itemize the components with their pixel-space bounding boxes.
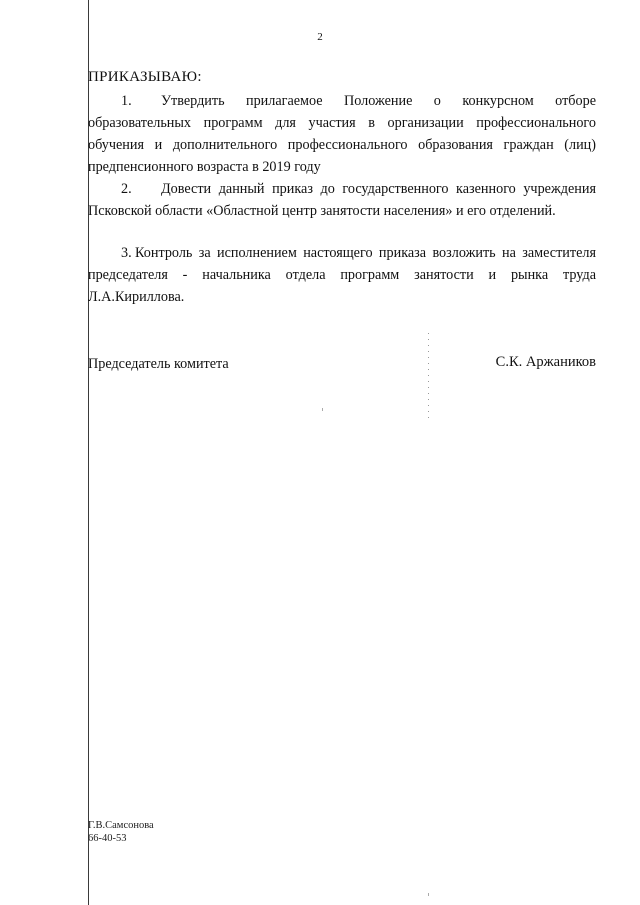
scan-artifact-dots <box>428 333 429 423</box>
order-item-1 <box>88 90 596 178</box>
signatory-position: Председатель комитета <box>88 356 229 372</box>
signatory-name: С.К. Аржаников <box>495 354 596 370</box>
order-item-number: 1. <box>121 93 132 109</box>
order-item-text: Контроль за исполнением настоящего приказа возложить на заместителя председателя - начальника отдела программ занятости и рынка труда Л.А.Кириллова. <box>88 245 596 305</box>
order-item-2 <box>88 178 596 222</box>
executor-phone: 66-40-53 <box>88 833 127 844</box>
order-item-number: 3. <box>121 245 132 261</box>
order-item-number: 2. <box>121 181 132 197</box>
scan-artifact-dot <box>322 408 323 411</box>
order-item-3 <box>88 242 596 308</box>
order-item-text: Утвердить прилагаемое Положение о конкурсном отборе образовательных программ для участия в организации профессионального обучения и дополнительного профессионального образования граждан (лиц) предпенсионного возраста в 2019 году <box>88 93 596 175</box>
executor-name: Г.В.Самсонова <box>88 820 154 831</box>
order-item-text: Довести данный приказ до государственного казенного учреждения Псковской области «Областной центр занятости населения» и его отделений. <box>88 181 596 219</box>
page-number: 2 <box>317 31 323 43</box>
scan-artifact-dot <box>428 893 429 896</box>
order-heading: ПРИКАЗЫВАЮ: <box>88 69 202 85</box>
